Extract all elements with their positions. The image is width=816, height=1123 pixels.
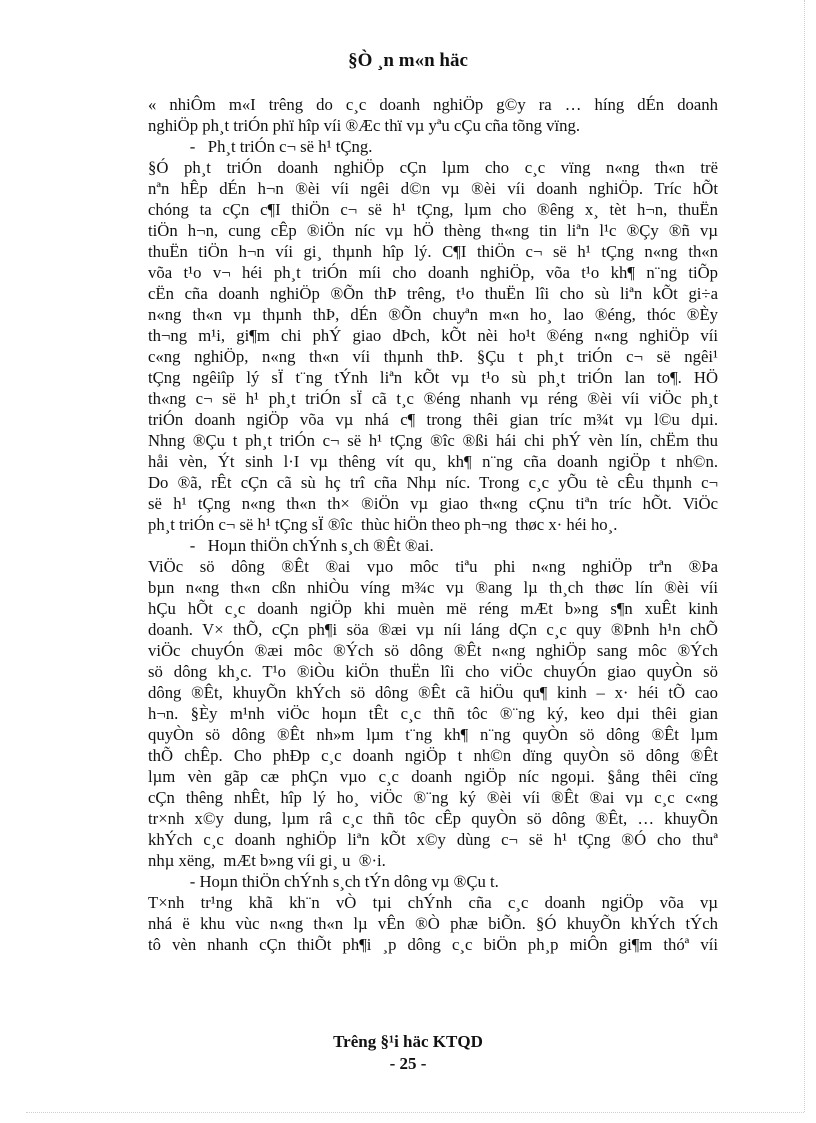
text-line: T×nh tr¹ng khã kh¨n vÒ tµi chÝnh cña c¸c doanh ngiÖp võa vµ xyxy=(148,893,718,912)
text-line: quyÒn sö dông ®Êt nh»m lµm t¨ng kh¶ n¨ng quyÒn sö dông ®Êt lµm xyxy=(148,725,718,744)
text-line: nghiÖp ph¸t triÓn phï hîp víi ®Æc thï vµ yªu cÇu cña tõng vïng. xyxy=(148,116,581,135)
body-text xyxy=(148,94,718,955)
text-line: cÇn thêng nhÊt, hîp lý ho¸ viÖc ®¨ng ký ®èi víi ®Êt ®ai vµ c¸c c«ng xyxy=(148,788,718,807)
page-border-bottom xyxy=(26,1112,804,1113)
text-line: hÇu hÕt c¸c doanh ngiÖp khi muèn më réng mÆt b»ng s¶n xuÊt kinh xyxy=(148,599,718,618)
text-line: viÖc chuyÓn ®æi môc ®Ých sö dông ®Êt n«ng nghiÖp sang môc ®Ých xyxy=(148,641,718,660)
text-line: tr×nh x©y dung, lµm râ c¸c thñ tôc cÊp quyÒn sö dông ®Êt, … khuyÕn xyxy=(148,809,718,828)
text-line: triÓn doanh ngiÖp võa vµ nhá c¶ trong thêi gian tríc m¾t vµ l©u dµi. xyxy=(148,410,718,429)
text-line: th¬ng m¹i, gi¶m chi phÝ giao dÞch, kÕt nèi ho¹t ®éng n«ng nghiÖp víi xyxy=(148,326,718,345)
text-line: thÕ chÊp. Cho phÐp c¸c doanh ngiÖp t nh©n dïng quyÒn sö dông ®Êt xyxy=(148,746,718,765)
text-line: c«ng nghiÖp, n«ng th«n víi thµnh thÞ. §Çu t ph¸t triÓn c¬ së ngêi¹ xyxy=(148,347,718,366)
page-header-title: §Ò ¸n m«n häc xyxy=(348,50,468,71)
text-line: - Ph¸t triÓn c¬ së h¹ tÇng. xyxy=(148,137,373,156)
text-line: n«ng th«n vµ thµnh thÞ, dÉn ®Õn chuyªn m«n ho¸ lao ®éng, thóc ®Èy xyxy=(148,305,718,324)
text-line: tiÖn h¬n, cung cÊp ®iÖn níc vµ hÖ thèng th«ng tin liªn l¹c ®Çy ®ñ vµ xyxy=(148,221,718,240)
text-line: - Hoµn thiÖn chÝnh s¸ch tÝn dông vµ ®Çu t. xyxy=(148,872,499,891)
text-line: Do ®ã, rÊt cÇn cã sù hç trî cña Nhµ níc. Trong c¸c yÕu tè cÊu thµnh c¬ xyxy=(148,473,718,492)
text-line: dông ®Êt, khuyÕn khÝch sö dông ®Êt cã hiÖu qu¶ kinh – x· héi tÕ cao xyxy=(148,683,718,702)
text-line: ViÖc sö dông ®Êt ®ai vµo môc tiªu phi n«ng nghiÖp trªn ®Þa xyxy=(148,557,718,576)
text-line: nhá ë khu vùc n«ng th«n lµ vÊn ®Ò phæ biÕn. §Ó khuyÕn khÝch tÝch xyxy=(148,914,718,933)
text-line: Nhng ®Çu t ph¸t triÓn c¬ së h¹ tÇng ®îc ®ßi hái chi phÝ vèn lín, chËm thu xyxy=(148,431,718,450)
text-line: tô vèn nhanh cÇn thiÕt ph¶i ¸p dông c¸c biÖn ph¸p miÔn gi¶m thóª víi xyxy=(148,935,718,954)
text-line: - Hoµn thiÖn chÝnh s¸ch ®Êt ®ai. xyxy=(148,536,434,555)
text-line: nªn hÊp dÉn h¬n ®èi víi ngêi d©n vµ ®èi víi doanh nghiÖp. Tríc hÕt xyxy=(148,179,718,198)
text-line: bµn n«ng th«n cßn nhiÒu víng m¾c vµ ®ang lµ th¸ch thøc lín ®èi víi xyxy=(148,578,718,597)
page-number: - 25 - xyxy=(389,1054,427,1073)
text-line: chóng ta cÇn c¶I thiÖn c¬ së h¹ tÇng, lµm cho ®êng x¸ tèt h¬n, thuËn xyxy=(148,200,718,219)
text-line: §Ó ph¸t triÓn doanh nghiÖp cÇn lµm cho c¸c vïng n«ng th«n trë xyxy=(148,158,718,177)
text-line: võa t¹o v¬ héi ph¸t triÓn míi cho doanh nghiÖp, võa t¹o kh¶ n¨ng tiÕp xyxy=(148,263,718,282)
text-line: nhµ xëng, mÆt b»ng víi gi¸ u ®·i. xyxy=(148,851,386,870)
text-line: sö dông kh¸c. T¹o ®iÒu kiÖn thuËn lîi cho viÖc chuyÓn giao quyÒn sö xyxy=(148,662,718,681)
text-line: doanh. V× thÕ, cÇn ph¶i söa ®æi vµ níi láng dÇn c¸c quy ®Þnh h¹n chÕ xyxy=(148,620,718,639)
text-line: lµm vèn gãp cæ phÇn vµo c¸c doanh ngiÖp níc ngoµi. §ång thêi cïng xyxy=(148,767,718,786)
text-line: së h¹ tÇng n«ng th«n th× ®iÖn vµ giao th«ng cÇnu tiªn tríc hÕt. ViÖc xyxy=(148,494,718,513)
text-line: tÇng ngêiîp lý sÏ t¨ng tÝnh liªn kÕt vµ t¹o sù ph¸t triÓn lan to¶. HÖ xyxy=(148,368,718,387)
text-line: th«ng c¬ së h¹ ph¸t triÓn sÏ cã t¸c ®éng nhanh vµ réng ®èi víi viÖc ph¸t xyxy=(148,389,718,408)
page-border-right xyxy=(804,0,805,1112)
text-line: håi vèn, Ýt sinh l·I vµ thêng vít qu¸ kh¶ n¨ng cña doanh ngiÖp t nh©n. xyxy=(148,452,718,471)
footer-school-name: Trêng §¹i häc KTQD xyxy=(333,1032,483,1051)
text-line: h¬n. §Èy m¹nh viÖc hoµn tÊt c¸c thñ tôc ®¨ng ký, keo dµi thêi gian xyxy=(148,704,718,723)
text-line: « nhiÔm m«I trêng do c¸c doanh nghiÖp g©y ra … híng dÉn doanh xyxy=(148,95,718,114)
text-line: ph¸t triÓn c¬ së h¹ tÇng sÏ ®îc thùc hiÖn theo ph¬ng thøc x· héi ho¸. xyxy=(148,515,618,534)
text-line: thuËn tiÖn h¬n víi gi¸ thµnh hîp lý. C¶I thiÖn c¬ së h¹ tÇng n«ng th«n xyxy=(148,242,718,261)
text-line: cËn cña doanh nghiÖp ®Õn thÞ trêng, t¹o thuËn lîi cho sù liªn kÕt gi÷a xyxy=(148,284,718,303)
text-line: khÝch c¸c doanh nghiÖp liªn kÕt x©y dùng c¬ së h¹ tÇng ®Ó cho thuª xyxy=(148,830,718,849)
